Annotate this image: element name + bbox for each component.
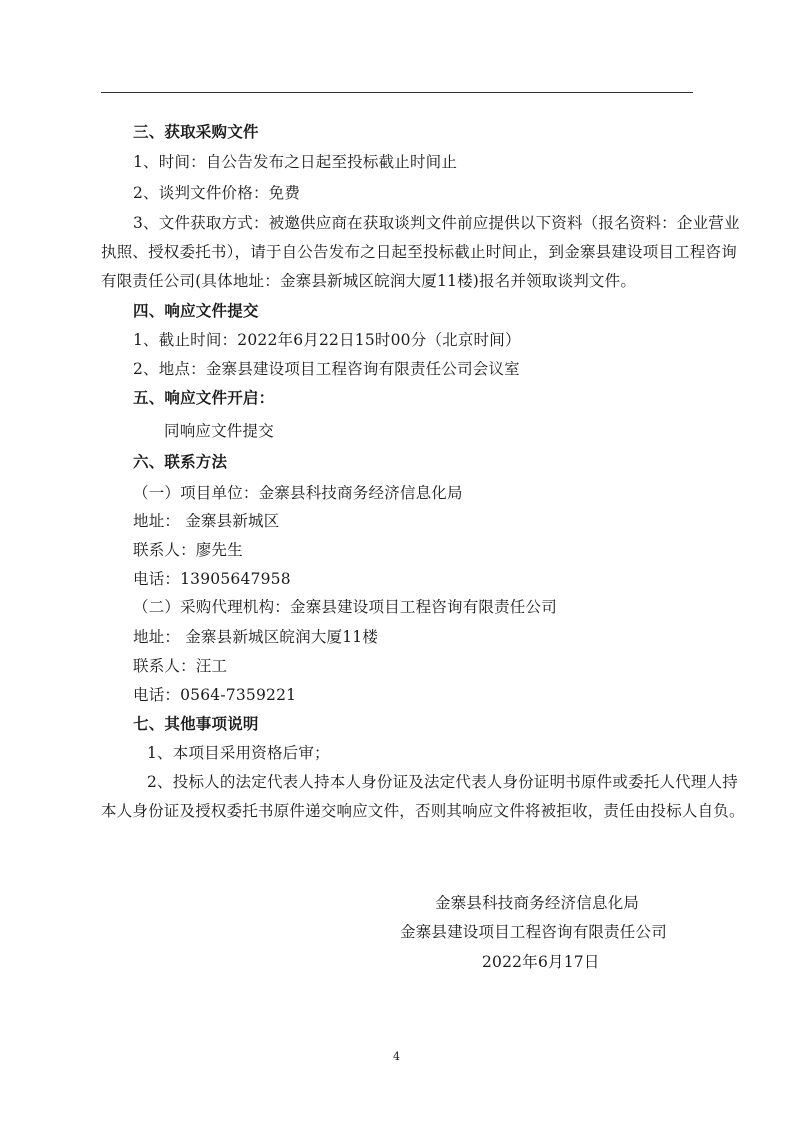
agency-address: 地址： 金寨县新城区皖润大厦11楼 <box>133 628 379 646</box>
section-6-title: 六、联系方法 <box>133 452 228 471</box>
section-7-item-1: 1、本项目采用资格后审； <box>147 744 330 762</box>
section-4-title: 四、响应文件提交 <box>133 301 259 320</box>
signature-org-2: 金寨县建设项目工程咨询有限责任公司 <box>400 923 667 941</box>
project-unit-contact: 联系人：廖先生 <box>133 541 243 559</box>
agency: （二）采购代理机构：金寨县建设项目工程咨询有限责任公司 <box>133 598 557 616</box>
section-3-item-3-line-1: 3、文件获取方式：被邀供应商在获取谈判文件前应提供以下资料（报名资料：企业营业 <box>133 214 740 232</box>
section-3-item-1: 1、时间：自公告发布之日起至投标截止时间止 <box>133 153 458 171</box>
project-unit-phone: 电话：13905647958 <box>133 570 291 588</box>
section-3-item-3-line-2: 执照、授权委托书），请于自公告发布之日起至投标截止时间止，到金寨县建设项目工程咨询 <box>101 243 737 261</box>
header-rule <box>101 92 693 93</box>
project-unit-address: 地址： 金寨县新城区 <box>133 512 280 530</box>
section-7-title: 七、其他事项说明 <box>133 714 259 733</box>
section-3-title: 三、获取采购文件 <box>133 122 259 141</box>
section-4-item-1: 1、截止时间：2022年6月22日15时00分（北京时间） <box>133 331 521 349</box>
signature-org-1: 金寨县科技商务经济信息化局 <box>435 894 640 912</box>
agency-contact: 联系人：汪工 <box>133 657 228 675</box>
section-7-item-2-line-2: 本人身份证及授权委托书原件递交响应文件，否则其响应文件将被拒收，责任由投标人自负。 <box>101 802 745 820</box>
section-5-title: 五、响应文件开启： <box>133 388 275 407</box>
project-unit: （一）项目单位：金寨县科技商务经济信息化局 <box>133 484 463 502</box>
section-3-item-2: 2、谈判文件价格：免费 <box>133 184 301 202</box>
section-7-item-2-line-1: 2、投标人的法定代表人持本人身份证及法定代表人身份证明书原件或委托人代理人持 <box>147 773 738 791</box>
section-4-item-2: 2、地点：金寨县建设项目工程咨询有限责任公司会议室 <box>133 360 520 378</box>
section-3-item-3-line-3: 有限责任公司(具体地址：金寨县新城区皖润大厦11楼)报名并领取谈判文件。 <box>101 272 637 290</box>
agency-phone: 电话：0564-7359221 <box>133 686 297 704</box>
page-number: 4 <box>393 1050 400 1063</box>
signature-date: 2022年6月17日 <box>482 953 600 971</box>
section-5-body: 同响应文件提交 <box>164 422 274 440</box>
